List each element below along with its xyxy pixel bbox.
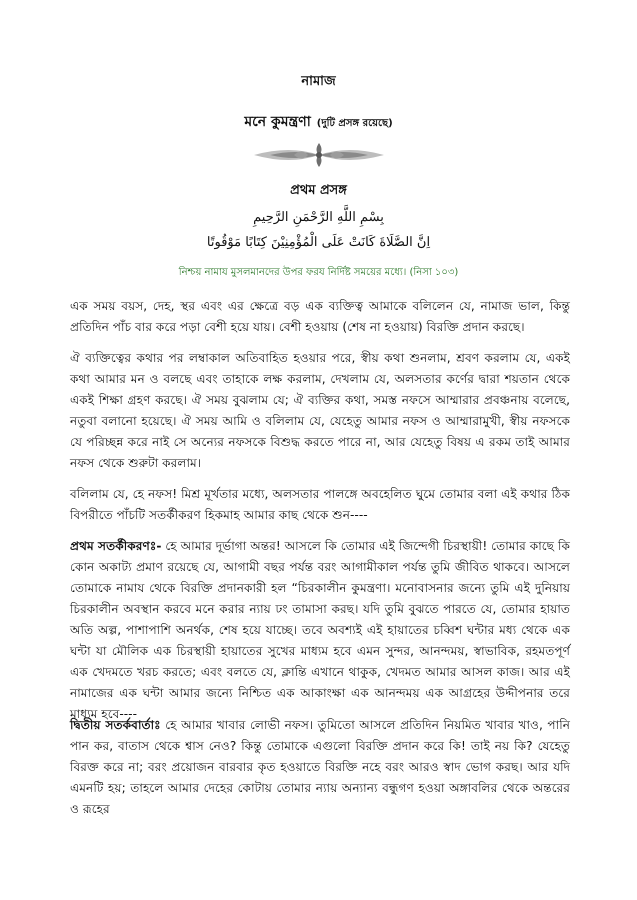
basmala-text: بِسْمِ اللَّهِ الرَّحْمَنِ الرَّحِيمِ [253,210,384,225]
chapter-title-note: (দুটি প্রসঙ্গ রয়েছে) [316,118,393,129]
warning-2-heading: দ্বিতীয় সতর্কবার্তাঃ [70,718,161,732]
chapter-title [0,110,637,134]
warning-2-text: হে আমার খাবার লোভী নফস। তুমিতো আসলে প্রতিদিন নিয়মিত খাবার খাও, পানি পান কর, বাতাস থেকে শ্বাস নেও? কিন্তু তোমাকে এগুলো বিরক্তি প্রদান করে কি! তাই নয় কি? যেহেতু বিরক্ত করে না; বরং প্রয়োজন বারবার কৃত হওয়াতে বিরক্তি নহে বরং আরও স্বাদ ভোগ করছ। আর যদি এমনটি হয়; তাহলে আমার দেহের কোটায় তোমার ন্যায় অন্যান্য বন্ধুগণ হওয়া অঙ্গাবলির থেকে অন্তরের ও রূহের [70,718,570,816]
paragraph: বলিলাম যে, হে নফস! মিশ্র মূর্খতার মধ্যে, অলসতার পালঙ্গে অবহেলিত ঘুমে তোমার বলা এই কথার ঠিক বিপরীতে পাঁচটি সতর্কীকরণ হিকমাহ আমার কাছ থেকে শুন---- [70,487,570,522]
quran-verse: اِنَّ الصَّلَاةَ كَانَتْ عَلَى الْمُؤْمِنِيْنَ كِتَابًا مَوْقُوتًا [206,235,431,250]
page-title: নামাজ [301,74,336,89]
paragraph: এক সময় বয়স, দেহ, স্থর এবং এর ক্ষেত্রে বড় এক ব্যক্তিত্ব আমাকে বলিলেন যে, নামাজ ভাল, কিন্তু প্রতিদিন পাঁচ বার করে পড়া বেশী হয়ে যায়। বেশী হওয়ায় (শেষ না হওয়ায়) বিরক্তি প্রদান করছে। [70,299,570,334]
paragraph: ঐ ব্যক্তিত্বের কথার পর লম্বাকাল অতিবাহিত হওয়ার পরে, স্বীয় কথা শুনলাম, শ্রবণ করলাম যে, একই কথা আমার মন ও বলছে এবং তাহাকে লক্ষ করলাম, দেখলাম যে, অলসতার কর্ণের দ্বারা শয়তান থেকে একই শিক্ষা গ্রহণ করছে। ঐ সময় বুঝলাম যে; ঐ ব্যক্তির কথা, সমস্ত নফসে আম্মারার প্রবঞ্চনায় বলেছে, নতুবা বলানো হয়েছে। ঐ সময় আমি ও বলিলাম যে, যেহেতু আমার নফস ও আম্মারামুখী, স্বীয় নফসকে যে পরিচ্ছন্ন করে নাই সে অন্যের নফসকে বিশুদ্ধ করতে পারে না, আর যেহেতু বিষয় এ রকম তাই আমার নফস থেকে শুরুটা করলাম। [70,351,570,470]
warning-1-heading: প্রথম সতর্কীকরণঃ- [70,539,162,553]
warning-1-text: হে আমার দূর্ভাগা অন্তর! আসলে কি তোমার এই জিন্দেগী চিরস্থায়ী! তোমার কাছে কি কোন অকাট্য প্রমাণ রয়েছে যে, আগামী বছর পর্যন্ত বরং আগামীকাল পর্যন্ত তুমি জীবিত থাকবে। আসলে তোমাকে নামায থেকে বিরক্তি প্রদানকারী হল “চিরকালীন কুমন্ত্রণা। মনোবাসনার জন্যে তুমি এই দুনিয়ায় চিরকালীন অবস্থান করবে মনে করার ন্যায় ঢং তামাসা করছ। যদি তুমি বুঝতে পারতে যে, তোমার হায়াত অতি অল্প, পাশাপাশি অনর্থক, শেষ হয়ে যাচ্ছে। তবে অবশ্যই এই হায়াতের চব্বিশ ঘন্টার মধ্য থেকে এক ঘন্টা যা মৌলিক এক চিরস্থায়ী হায়াতের সুখের মাধ্যম হবে এমন সুন্দর, আনন্দময়, স্বাভাবিক, রহমতপূর্ণ এক খেদমতে খরচ করতে; এবং বলতে যে, ক্লান্তি এখানে থাকুক, খেদমত আমার আসল কাজ। আর এই নামাজের এক ঘন্টা আমার জন্যে নিশ্চিত এক আকাংক্ষা এক আনন্দময় এক আগ্রহের উদ্দীপনার তরে মাধ্যম হবে---- [70,539,570,721]
decorative-divider-icon [250,140,388,170]
warning-paragraph-1 [70,536,570,725]
warning-paragraph-2 [70,715,570,820]
chapter-title-text: মনে কুমন্ত্রণা [244,114,311,130]
section-heading: প্রথম প্রসঙ্গ [290,183,347,198]
verse-translation: নিশ্চয় নামায মুসলমানদের উপর ফরয নির্দিষ্ট সময়ের মধ্যে। (নিসা ১০৩) [178,267,459,278]
